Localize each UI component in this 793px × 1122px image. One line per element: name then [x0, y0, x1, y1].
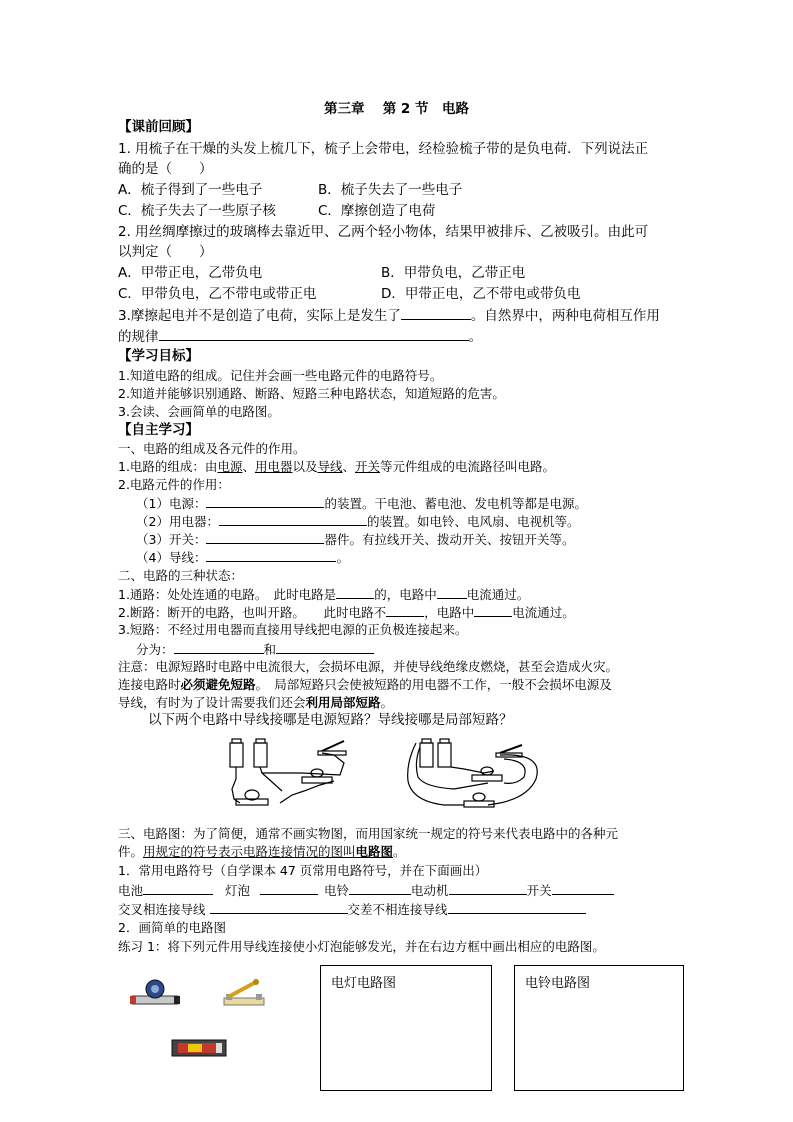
state-open: [118, 603, 575, 622]
composition-line: [118, 458, 555, 476]
short-types: [136, 640, 374, 659]
composition-power: 电源: [217, 459, 243, 474]
short-types-blank[interactable]: [174, 640, 264, 654]
role-label: （3）开关：: [136, 532, 207, 547]
battery-cell-icon: [230, 743, 243, 767]
q1-option-a: A．梳子得到了一些电子: [118, 182, 263, 198]
symbol-blank[interactable]: [143, 881, 213, 895]
symbol-label-battery: 电池: [118, 883, 144, 898]
self-study-heading: 【自主学习】: [118, 422, 199, 438]
state-blank[interactable]: [437, 585, 467, 599]
symbol-blank[interactable]: [349, 881, 411, 895]
note-emphasis: 利用局部短路: [305, 695, 381, 710]
role-blank[interactable]: [206, 530, 324, 544]
state-text: 1.通路：处处连通的电路。 此时电路是: [118, 587, 337, 602]
circuit-diagram-right: [404, 733, 544, 813]
part3-line1: 三、电路图：为了简便，通常不画实物图，而用国家统一规定的符号来代表电路中的各种元: [118, 826, 619, 841]
goal-item: 3.会读、会画简单的电路图。: [118, 404, 280, 419]
composition-appliance: 用电器: [254, 459, 293, 474]
part3-text: 件。: [118, 844, 144, 859]
symbol-blank[interactable]: [448, 900, 586, 914]
role-label: （2）用电器：: [136, 514, 219, 529]
part3-definition: 用规定的符号表示电路连接情况的图叫: [143, 844, 356, 859]
bell-circuit-label: 电铃电路图: [525, 976, 591, 991]
composition-sep: 以及: [292, 459, 318, 474]
exercise-1: 练习 1：将下列元件用导线连接使小灯泡能够发光，并在右边方框中画出相应的电路图。: [118, 939, 605, 954]
role-switch: [136, 530, 574, 549]
state-closed: [118, 585, 529, 604]
symbol-blank[interactable]: [449, 881, 527, 895]
state-blank[interactable]: [474, 603, 512, 617]
q2-option-a: A．甲带正电，乙带负电: [118, 265, 263, 281]
role-power: [136, 494, 587, 513]
q3-line1: [118, 306, 660, 325]
state-blank[interactable]: [336, 585, 374, 599]
page-title: 第三章 第 2 节 电路: [324, 101, 469, 117]
q3-text-2: 。自然界中，两种电荷相互作用: [470, 308, 660, 324]
goals-heading: 【学习目标】: [118, 348, 199, 364]
role-wire: [136, 548, 349, 567]
composition-text: 等元件组成的电流路径叫电路。: [380, 459, 556, 474]
role-text: 的装置。如电铃、电风扇、电视机等。: [366, 514, 580, 529]
composition-wire: 导线: [317, 459, 343, 474]
q3-blank-2[interactable]: [159, 327, 469, 341]
symbol-blank[interactable]: [260, 881, 318, 895]
part2-heading: 二、电路的三种状态：: [118, 568, 244, 583]
short-types-and: 和: [263, 642, 277, 657]
q2-option-b: B．甲带负电，乙带正电: [381, 265, 526, 281]
note-emphasis: 必须避免短路: [180, 677, 256, 692]
draw-heading: 2．画简单的电路图: [118, 920, 226, 935]
state-text: 2.断路：断开的电路，也叫开路。 此时电路不: [118, 605, 387, 620]
q1-line2: 确的是（ ）: [118, 161, 213, 177]
circuit-question: 以下两个电路中导线接哪是电源短路？导线接哪是局部短路？: [148, 712, 513, 728]
state-text: 电流通过。: [512, 605, 575, 620]
bell-circuit-box[interactable]: [514, 965, 684, 1091]
composition-switch: 开关: [355, 459, 381, 474]
knife-switch-icon: [220, 976, 268, 1008]
symbol-label-bell: 电铃: [324, 883, 350, 898]
q1-line1: 1. 用梳子在干燥的头发上梳几下，梳子上会带电，经检验梳子带的是负电荷．下列说法正: [118, 141, 649, 157]
q1-option-b: B．梳子失去了一些电子: [318, 182, 463, 198]
symbol-label-nocross-wire: 交差不相连接导线: [347, 902, 448, 917]
bulb-holder-icon: [130, 978, 182, 1008]
note-line1: 注意：电源短路时电路中电流很大，会损坏电源，并使导线绝缘皮燃烧，甚至会造成火灾。: [118, 659, 619, 674]
note-line3: [118, 694, 393, 712]
note-line2: [118, 676, 612, 694]
q1-option-d: C．摩擦创造了电荷: [318, 203, 436, 219]
state-text: 电流通过。: [466, 587, 530, 602]
symbol-label-bulb: 灯泡: [225, 883, 251, 898]
battery-cell-icon: [438, 743, 451, 767]
symbols-row1: [118, 881, 614, 900]
goal-item: 1.知道电路的组成。记住并会画一些电路元件的电路符号。: [118, 368, 443, 383]
role-label: （1）电源：: [136, 496, 207, 511]
roles-heading: 2.电路元件的作用：: [118, 477, 230, 492]
note-text: 。 局部短路只会使被短路的用电器不工作，一般不会损坏电源及: [255, 677, 612, 692]
q2-option-c: C．甲带负电，乙不带电或带正电: [118, 286, 317, 302]
q3-text-4: 。: [468, 329, 482, 345]
part3-text: 。: [393, 844, 406, 859]
symbols-row2: [118, 900, 586, 919]
q2-option-d: D．甲带正电，乙不带电或带负电: [381, 286, 581, 302]
part1-heading: 一、电路的组成及各元件的作用。: [118, 441, 306, 456]
symbol-blank[interactable]: [210, 900, 348, 914]
note-text: 连接电路时: [118, 677, 181, 692]
q3-blank-1[interactable]: [401, 306, 471, 320]
lamp-circuit-box[interactable]: [320, 965, 492, 1091]
composition-sep: 、: [342, 459, 356, 474]
note-text: 。: [380, 695, 394, 710]
state-text: 的，电路中: [374, 587, 437, 602]
role-blank[interactable]: [206, 548, 336, 562]
state-text: ，电路中: [424, 605, 475, 620]
role-text: 。: [336, 550, 349, 565]
q1-option-c: C．梳子失去了一些原子核: [118, 203, 276, 219]
goal-item: 2.知道并能够识别通路、断路、短路三种电路状态，知道短路的危害。: [118, 386, 505, 401]
q3-line2: [118, 327, 482, 346]
symbol-label-cross-wire: 交叉相连接导线: [118, 902, 206, 917]
short-types-blank[interactable]: [276, 640, 374, 654]
short-types-label: 分为：: [136, 642, 174, 657]
q3-text-1: 3.摩擦起电并不是创造了电荷，实际上是发生了: [118, 308, 401, 324]
lamp-circuit-label: 电灯电路图: [331, 976, 397, 991]
role-appliance: [136, 512, 579, 531]
note-text: 导线，有时为了设计需要我们还会: [118, 695, 306, 710]
state-short: 3.短路：不经过用电器而直接用导线把电源的正负极连接起来。: [118, 622, 468, 637]
symbol-label-motor: 电动机: [411, 883, 449, 898]
role-text: 的装置。干电池、蓄电池、发电机等都是电源。: [324, 496, 587, 511]
battery-cell-icon: [254, 743, 267, 767]
role-blank[interactable]: [219, 512, 367, 526]
symbols-heading: 1．常用电路符号（自学课本 47 页常用电路符号，并在下面画出）: [118, 863, 488, 878]
state-blank[interactable]: [386, 603, 424, 617]
part3-line2: [118, 843, 406, 861]
q2-line1: 2. 用丝绸摩擦过的玻璃棒去靠近甲、乙两个轻小物体，结果甲被排斥、乙被吸引。由此可: [118, 224, 649, 240]
composition-sep: 、: [242, 459, 255, 474]
circuit-diagram-left: [222, 733, 362, 813]
symbol-blank[interactable]: [552, 881, 614, 895]
part3-term: 电路图: [355, 844, 394, 859]
battery-box-icon: [170, 1034, 228, 1060]
battery-cell-icon: [420, 743, 433, 767]
composition-text: 1.电路的组成：由: [118, 459, 218, 474]
role-blank[interactable]: [206, 494, 324, 508]
role-text: 器件。有拉线开关、拨动开关、按钮开关等。: [324, 532, 575, 547]
q3-text-3: 的规律: [118, 329, 159, 345]
symbol-label-switch: 开关: [526, 883, 552, 898]
q2-line2: 以判定（ ）: [118, 244, 213, 260]
role-label: （4）导线：: [136, 550, 207, 565]
review-heading: 【课前回顾】: [118, 119, 199, 135]
